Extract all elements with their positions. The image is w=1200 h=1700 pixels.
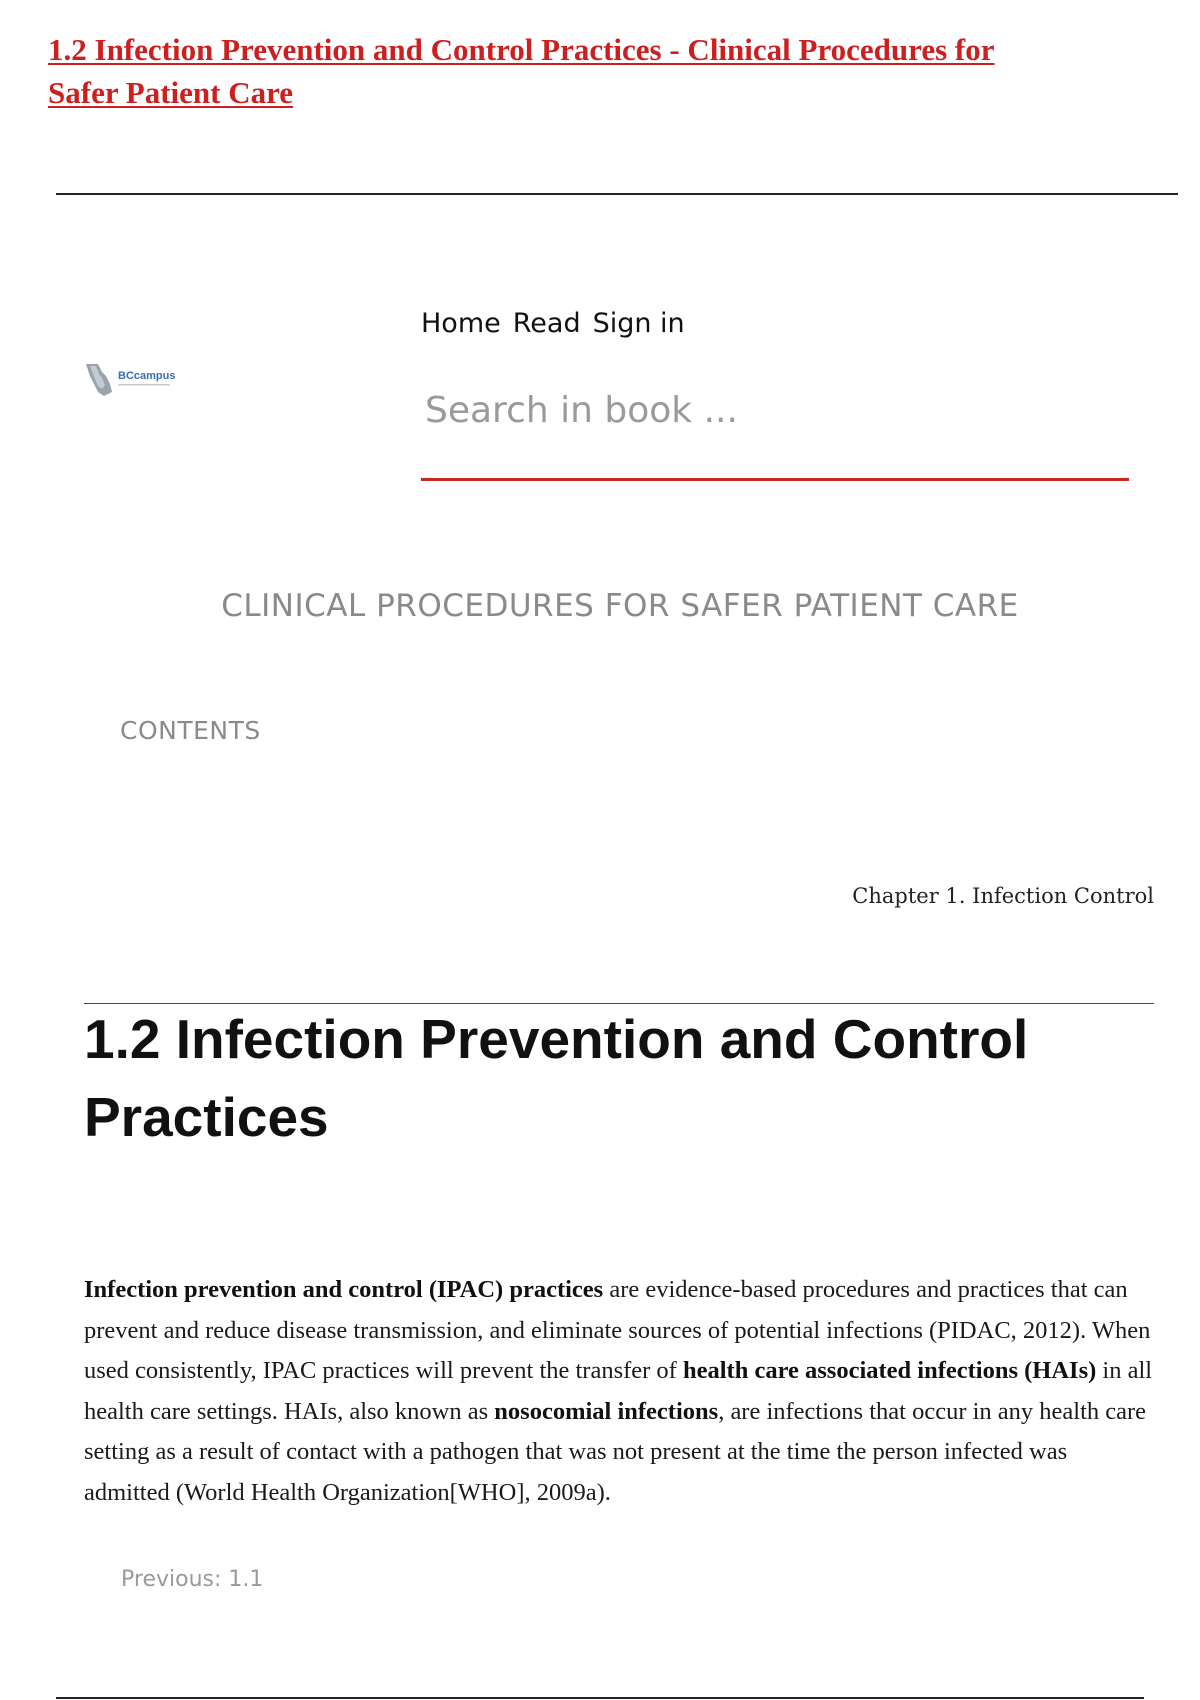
term-ipac: Infection prevention and control (IPAC) practices [84, 1276, 604, 1303]
page-heading-line2: Practices [84, 1086, 329, 1148]
search-input[interactable] [421, 380, 1137, 440]
nav-home-link[interactable]: Home [421, 308, 501, 339]
search-box [421, 380, 1129, 481]
bccampus-logo[interactable] [84, 362, 180, 402]
document-title [48, 28, 1158, 114]
page-heading [84, 1000, 1154, 1156]
intro-paragraph [84, 1270, 1158, 1514]
document-title-line1: 1.2 Infection Prevention and Control Practices - Clinical Procedures for [48, 32, 995, 67]
nav-read-link[interactable]: Read [512, 308, 581, 339]
main-nav [421, 308, 685, 339]
paragraph-text-3: , are infections that occur in any health care setting as a result of contact with a pathogen that was not present at the time the person infected was admitted (World Health Organization[WHO], 2009a). [84, 1397, 1147, 1506]
svg-text:BCcampus: BCcampus [118, 370, 176, 382]
bottom-divider [56, 1697, 1144, 1699]
document-title-line2: Safer Patient Care [48, 75, 294, 110]
nav-sign-in-link[interactable]: Sign in [592, 308, 685, 339]
contents-toggle[interactable]: CONTENTS [120, 716, 261, 745]
previous-page-link[interactable]: Previous: 1.1 [121, 1567, 264, 1592]
book-title[interactable]: CLINICAL PROCEDURES FOR SAFER PATIENT CARE [221, 588, 1019, 624]
term-hai: health care associated infections (HAIs) [682, 1357, 1097, 1385]
paragraph-text-1: are evidence-based procedures and practices that can prevent and reduce disease transmission, and eliminate sources of potential infections (PIDAC, 2012). When used consistently, IPAC practices will prevent the transfer of [84, 1276, 1151, 1385]
paragraph-text-2: in all health care settings. HAIs, also known as [84, 1357, 1153, 1425]
top-divider [56, 193, 1178, 195]
page-heading-line1: 1.2 Infection Prevention and Control [84, 1008, 1029, 1070]
chapter-label: Chapter 1. Infection Control [852, 884, 1154, 908]
term-nosocomial: nosocomial infections [494, 1397, 719, 1425]
bccampus-logo-icon [84, 362, 180, 402]
